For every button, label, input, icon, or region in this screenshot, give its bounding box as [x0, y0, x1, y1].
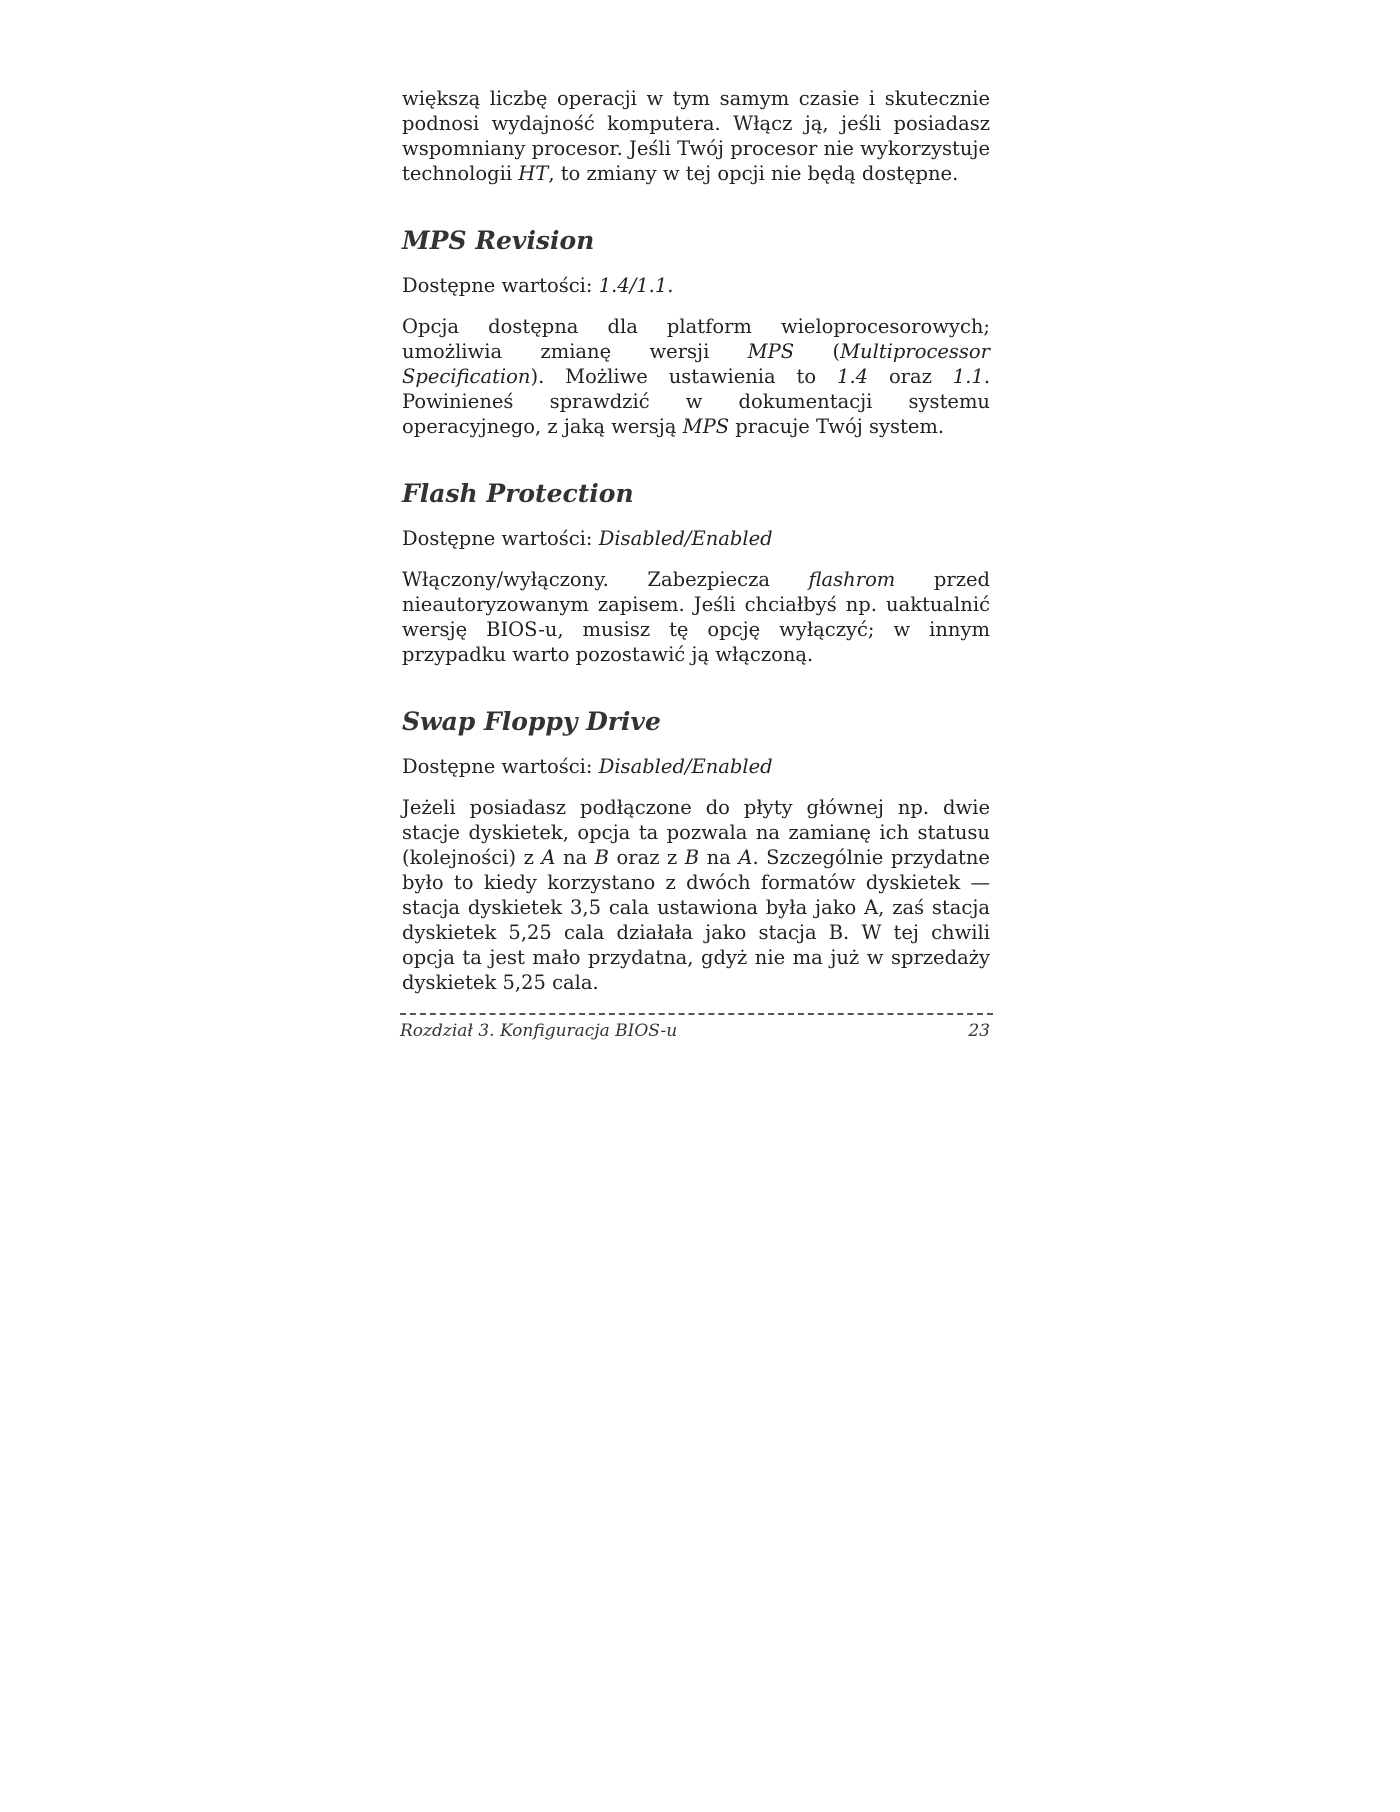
text: Opcja dostępna dla platform wieloprocesorowych; umożliwia zmianę wersji	[402, 315, 990, 363]
text: oraz z	[609, 846, 685, 869]
flash-values	[402, 526, 990, 551]
drive-term: A	[541, 846, 556, 869]
text: (	[794, 340, 841, 363]
text: na	[699, 846, 739, 869]
page-number: 23	[968, 1021, 990, 1041]
values-label: Dostępne wartości:	[402, 527, 599, 550]
intro-text: większą liczbę operacji w tym samym czasie i skutecznie podnosi wydajność komputera. Włącz ją, jeśli posiadasz wspomniany procesor. Jeśli Twój procesor nie wykorzystuje technologii	[402, 87, 990, 185]
footer-divider	[400, 1013, 993, 1015]
intro-text-end: , to zmiany w tej opcji nie będą dostępne.	[548, 162, 959, 185]
flashrom-term: flashrom	[808, 568, 896, 591]
text: Włączony/wyłączony. Zabezpiecza	[402, 568, 809, 591]
value-term: 1.1	[952, 365, 984, 388]
drive-term: A	[738, 846, 753, 869]
text: . Szczególnie przydatne było to kiedy korzystano z dwóch formatów dyskietek — stacja dyskietek 3,5 cala ustawiona była jako A, zaś stacja dyskietek 5,25 cala działała jako stacja B. W tej chwili opcja ta jest mało przydatna, gdyż nie ma już w sprzedaży dyskietek 5,25 cala.	[402, 846, 990, 994]
section-mps-revision	[402, 226, 990, 439]
swap-description	[402, 795, 990, 995]
text: ). Możliwe ustawienia to	[530, 365, 838, 388]
section-flash-protection	[402, 479, 990, 667]
mps-term: MPS	[747, 340, 795, 363]
page-body	[402, 86, 990, 995]
text: . Powinieneś sprawdzić w dokumentacji systemu operacyjnego, z jaką wersją	[402, 365, 991, 438]
swap-heading: Swap Floppy Drive	[402, 707, 661, 736]
value-term: 1.4	[837, 365, 869, 388]
ht-term: HT	[518, 162, 549, 185]
text: przed nieautoryzowanym zapisem. Jeśli chciałbyś np. uaktualnić wersję BIOS-u, musisz tę opcję wyłączyć; w innym przypadku warto pozostawić ją włączoną.	[402, 568, 990, 666]
text: na	[555, 846, 595, 869]
mps-heading: MPS Revision	[402, 226, 595, 255]
flash-description	[402, 567, 990, 667]
drive-term: B	[684, 846, 700, 869]
text: oraz	[868, 365, 953, 388]
section-swap-floppy	[402, 707, 990, 995]
drive-term: B	[594, 846, 610, 869]
values-list: Disabled/Enabled	[598, 527, 773, 550]
text: Jeżeli posiadasz podłączone do płyty głównej np. dwie stacje dyskietek, opcja ta pozwala na zamianę ich statusu (kolejności) z	[402, 796, 990, 869]
page-footer	[400, 1020, 990, 1042]
text: pracuje Twój system.	[729, 415, 945, 438]
mps-description	[402, 314, 990, 439]
values-list: Disabled/Enabled	[598, 755, 773, 778]
chapter-title: Rozdział 3. Konfiguracja BIOS-u	[400, 1021, 678, 1041]
spec-term: Multiprocessor Specification	[402, 340, 990, 388]
mps-term: MPS	[682, 415, 730, 438]
swap-values	[402, 754, 990, 779]
values-list: 1.4/1.1.	[598, 274, 674, 297]
mps-values	[402, 273, 990, 298]
values-label: Dostępne wartości:	[402, 274, 599, 297]
flash-heading: Flash Protection	[402, 479, 634, 508]
values-label: Dostępne wartości:	[402, 755, 599, 778]
intro-paragraph	[402, 86, 990, 186]
